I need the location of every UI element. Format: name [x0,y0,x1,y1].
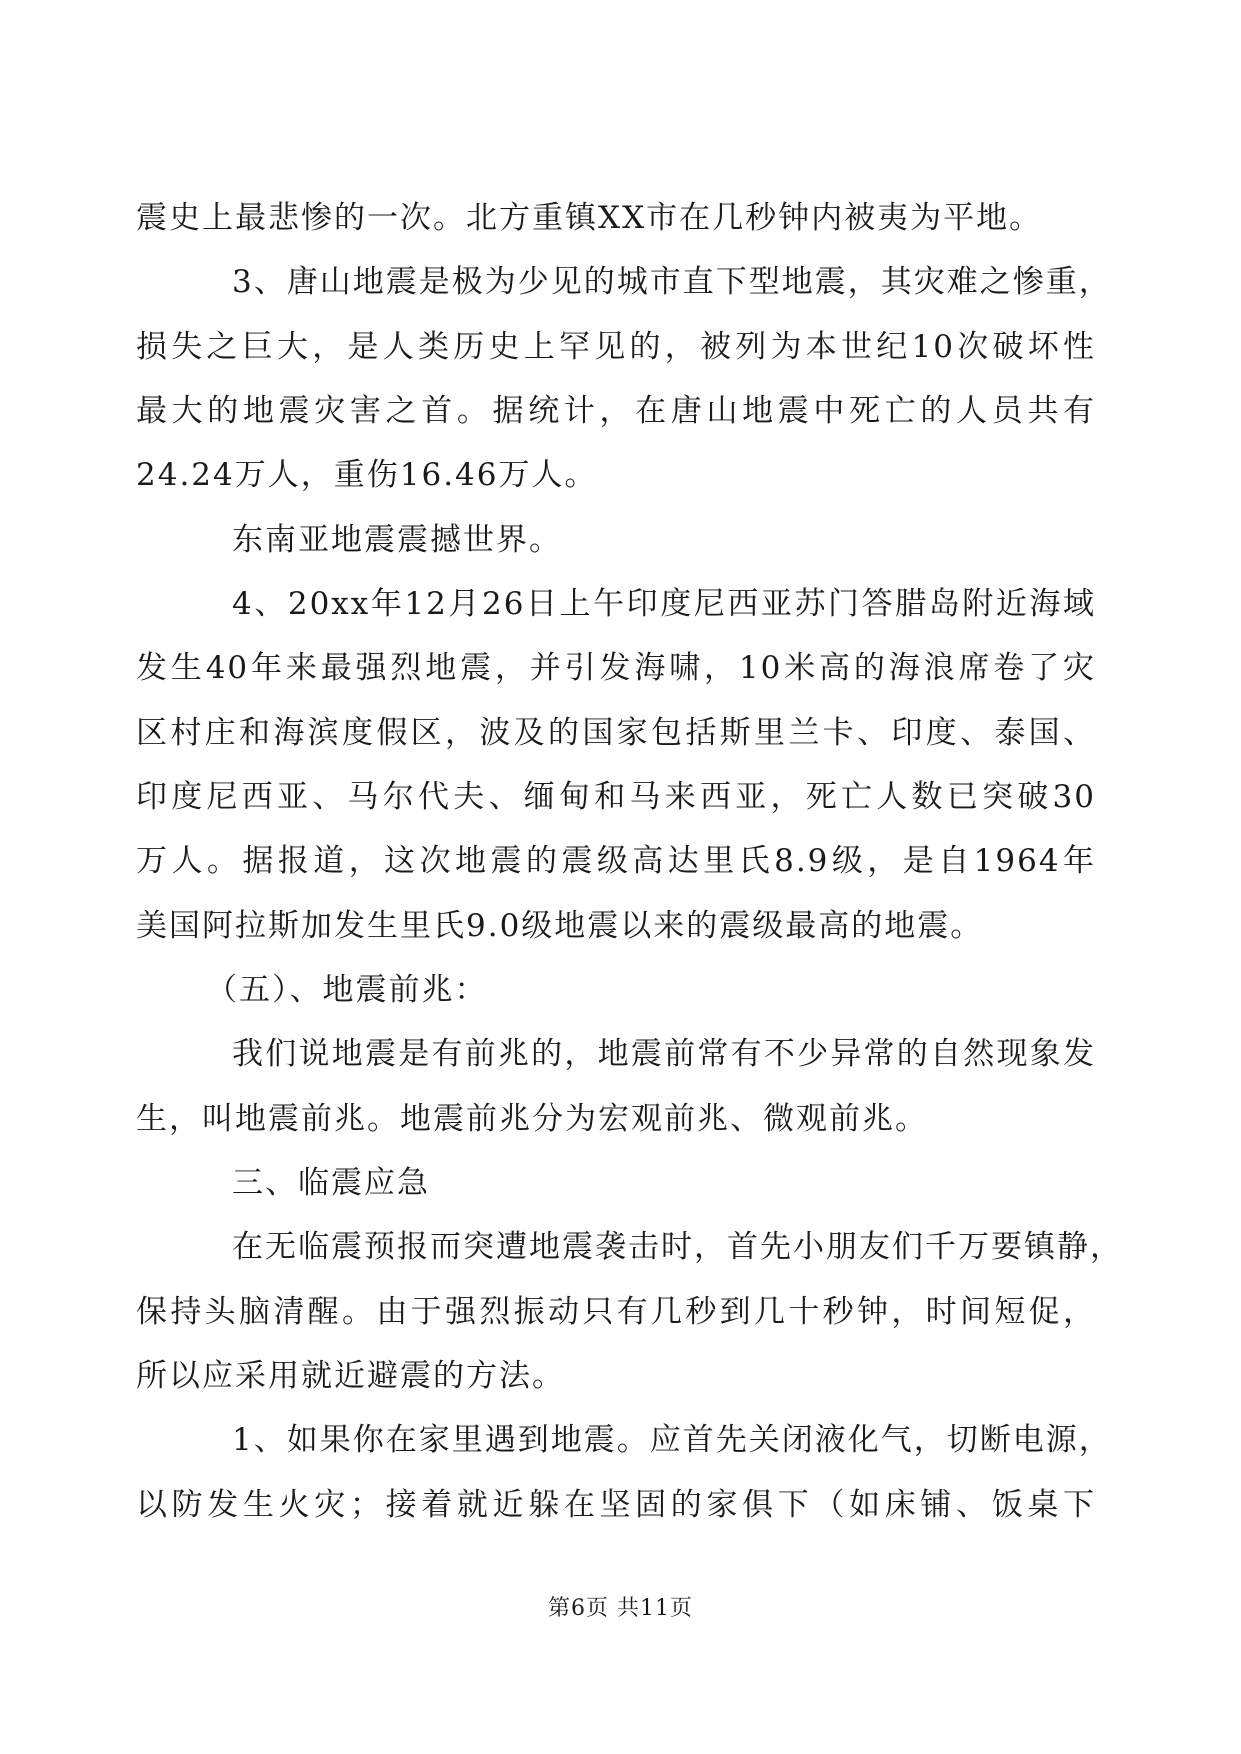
text-line: 最大的地震灾害之首。据统计，在唐山地震中死亡的人员共有 [136,393,1096,429]
text-line: 印度尼西亚、马尔代夫、缅甸和马来西亚，死亡人数已突破30 [136,779,1096,815]
text-line: 1、如果你在家里遇到地震。应首先关闭液化气，切断电源， [232,1422,1112,1458]
text-line: 损失之巨大，是人类历史上罕见的，被列为本世纪10次破坏性 [136,329,1096,365]
text-line: 东南亚地震震撼世界。 [232,522,562,558]
text-line: 3、唐山地震是极为少见的城市直下型地震，其灾难之惨重， [232,264,1112,300]
text-line: 震史上最悲惨的一次。北方重镇XX市在几秒钟内被夷为平地。 [136,200,1043,236]
text-line: 万人。据报道，这次地震的震级高达里氏8.9级，是自1964年 [136,843,1096,879]
section-heading: （五）、地震前兆： [206,972,488,1008]
text-line: 24.24万人，重伤16.46万人。 [136,457,598,493]
text-line: 保持头脑清醒。由于强烈振动只有几秒到几十秒钟，时间短促， [136,1294,1096,1330]
text-line: 所以应采用就近避震的方法。 [136,1358,565,1394]
text-line: 区村庄和海滨度假区，波及的国家包括斯里兰卡、印度、泰国、 [136,715,1096,751]
text-line: 美国阿拉斯加发生里氏9.0级地震以来的震级最高的地震。 [136,908,984,944]
text-line: 生，叫地震前兆。地震前兆分为宏观前兆、微观前兆。 [136,1101,928,1137]
text-line: 发生40年来最强烈地震，并引发海啸，10米高的海浪席卷了灾 [136,650,1096,686]
text-line: 以防发生火灾；接着就近躲在坚固的家俱下（如床铺、饭桌下 [136,1487,1096,1523]
section-heading: 三、临震应急 [232,1165,430,1201]
text-line: 我们说地震是有前兆的，地震前常有不少异常的自然现象发 [232,1036,1096,1072]
text-line: 在无临震预报而突遭地震袭击时，首先小朋友们千万要镇静， [232,1229,1123,1265]
text-line: 4、20xx年12月26日上午印度尼西亚苏门答腊岛附近海域 [232,586,1096,622]
page-number-footer: 第6页 共11页 [548,1596,693,1621]
